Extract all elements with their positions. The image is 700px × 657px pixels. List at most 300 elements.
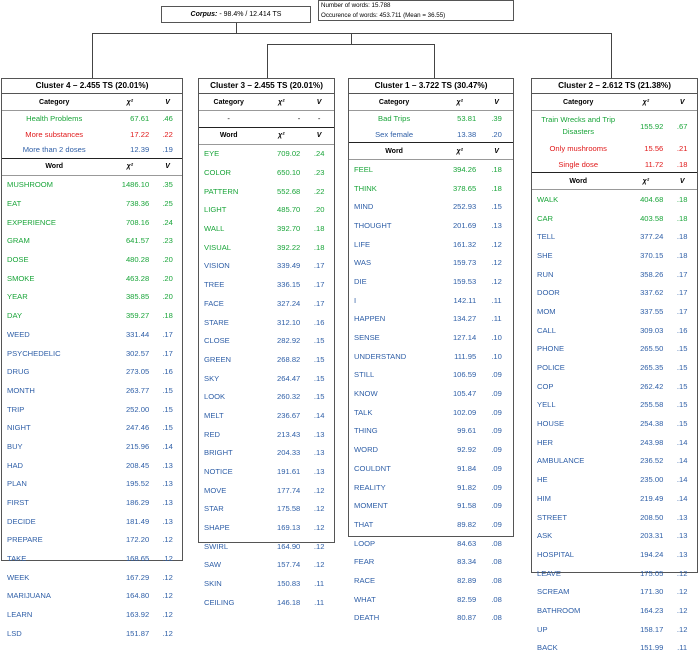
word-chi: 150.83 <box>258 574 304 593</box>
word-v: .17 <box>667 265 697 284</box>
word-row <box>199 182 334 201</box>
word-term: WALK <box>532 190 624 209</box>
word-chi: 337.62 <box>624 283 667 302</box>
word-v: .15 <box>480 197 513 216</box>
word-v: .08 <box>480 609 513 628</box>
word-term: HE <box>532 470 624 489</box>
word-header: Word <box>532 173 624 190</box>
word-term: WORD <box>349 440 439 459</box>
category-header: Category <box>349 94 439 111</box>
word-chi: 650.10 <box>258 163 304 182</box>
corpus-value: - 98.4% / 12.414 TS <box>219 11 281 18</box>
word-chi: 260.32 <box>258 387 304 406</box>
cluster-title: Cluster 3 – 2.455 TS (20.01%) <box>199 79 334 94</box>
word-chi: 213.43 <box>258 425 304 444</box>
v-header: V <box>667 94 697 111</box>
word-v: .13 <box>667 508 697 527</box>
word-v: .25 <box>153 194 182 213</box>
word-row <box>2 362 182 381</box>
word-term: LIFE <box>349 235 439 254</box>
word-term: MELT <box>199 406 258 425</box>
category-header: Category <box>199 94 258 111</box>
word-v: .12 <box>153 605 182 624</box>
word-chi: 312.10 <box>258 313 304 332</box>
cluster-title: Cluster 2 – 2.612 TS (21.38%) <box>532 79 697 94</box>
stats-word-count: Number of words: 15.788 <box>321 1 513 11</box>
word-term: PHONE <box>532 340 624 359</box>
v-header: V <box>480 143 513 160</box>
cluster-1-panel <box>348 78 514 537</box>
word-row <box>199 163 334 182</box>
word-term: WEEK <box>2 568 106 587</box>
word-row <box>349 347 513 366</box>
word-row <box>2 344 182 363</box>
word-term: UNDERSTAND <box>349 347 439 366</box>
word-row <box>532 209 697 228</box>
word-row <box>2 418 182 437</box>
word-term: BACK <box>532 639 624 657</box>
word-v: .11 <box>480 310 513 329</box>
category-v: .46 <box>153 111 182 127</box>
word-chi: 309.03 <box>624 321 667 340</box>
word-term: KNOW <box>349 384 439 403</box>
word-chi: 191.61 <box>258 462 304 481</box>
word-row <box>349 496 513 515</box>
word-row <box>349 478 513 497</box>
cluster-title: Cluster 1 – 3.722 TS (30.47%) <box>349 79 513 94</box>
word-chi: 254.38 <box>624 414 667 433</box>
word-chi: 738.36 <box>106 194 153 213</box>
word-chi: 171.30 <box>624 582 667 601</box>
word-row <box>349 253 513 272</box>
word-chi: 480.28 <box>106 250 153 269</box>
word-v: .08 <box>480 590 513 609</box>
word-v: .15 <box>667 414 697 433</box>
category-row <box>532 141 697 157</box>
word-term: BATHROOM <box>532 601 624 620</box>
word-term: SENSE <box>349 328 439 347</box>
word-chi: 177.74 <box>258 481 304 500</box>
word-chi: 265.35 <box>624 358 667 377</box>
word-term: LEAVE <box>532 564 624 583</box>
cluster-table <box>2 94 182 643</box>
dendrogram-c1-drop <box>434 44 435 78</box>
word-term: LEARN <box>2 605 106 624</box>
word-v: .13 <box>153 493 182 512</box>
word-v: .22 <box>304 182 334 201</box>
chi-header: χ² <box>106 158 153 175</box>
word-v: .17 <box>304 257 334 276</box>
word-term: SCREAM <box>532 582 624 601</box>
word-chi: 215.96 <box>106 437 153 456</box>
word-chi: 282.92 <box>258 331 304 350</box>
word-v: .12 <box>153 549 182 568</box>
word-term: MOVE <box>199 481 258 500</box>
word-row <box>2 194 182 213</box>
category-name: - <box>199 111 258 128</box>
word-term: POLICE <box>532 358 624 377</box>
word-term: MONTH <box>2 381 106 400</box>
word-term: COP <box>532 377 624 396</box>
word-row <box>2 531 182 550</box>
word-row <box>349 609 513 628</box>
word-chi: 163.92 <box>106 605 153 624</box>
word-chi: 331.44 <box>106 325 153 344</box>
word-term: WAS <box>349 253 439 272</box>
word-v: .17 <box>304 294 334 313</box>
word-v: .12 <box>304 518 334 537</box>
word-term: PATTERN <box>199 182 258 201</box>
word-chi: 194.24 <box>624 545 667 564</box>
word-term: HOUSE <box>532 414 624 433</box>
word-term: STREET <box>532 508 624 527</box>
word-row <box>349 459 513 478</box>
word-term: EYE <box>199 144 258 163</box>
word-v: .08 <box>480 534 513 553</box>
word-row <box>532 227 697 246</box>
word-row <box>199 238 334 257</box>
word-row <box>349 160 513 179</box>
category-chi: 11.72 <box>624 157 667 173</box>
word-row <box>349 197 513 216</box>
word-v: .09 <box>480 515 513 534</box>
word-chi: 243.98 <box>624 433 667 452</box>
word-chi: 265.50 <box>624 340 667 359</box>
word-v: .15 <box>153 400 182 419</box>
word-chi: 164.80 <box>106 587 153 606</box>
word-term: MARIJUANA <box>2 587 106 606</box>
word-term: SKIN <box>199 574 258 593</box>
word-chi: 1486.10 <box>106 175 153 194</box>
word-v: .15 <box>304 387 334 406</box>
word-row <box>349 366 513 385</box>
cluster-table <box>532 94 697 657</box>
word-term: HER <box>532 433 624 452</box>
word-row <box>349 515 513 534</box>
dendrogram-mid-bar <box>267 44 434 45</box>
word-chi: 336.15 <box>258 275 304 294</box>
category-name: Train Wrecks and Trip Disasters <box>532 111 624 142</box>
word-row <box>532 470 697 489</box>
word-row <box>2 587 182 606</box>
word-row <box>199 500 334 519</box>
word-row <box>199 387 334 406</box>
word-row <box>199 518 334 537</box>
word-v: .15 <box>304 350 334 369</box>
word-v: .09 <box>480 366 513 385</box>
word-row <box>199 425 334 444</box>
word-chi: 151.99 <box>624 639 667 657</box>
word-v: .15 <box>304 369 334 388</box>
word-v: .12 <box>304 556 334 575</box>
word-chi: 392.22 <box>258 238 304 257</box>
category-row <box>349 127 513 143</box>
word-row <box>2 549 182 568</box>
word-term: TELL <box>532 227 624 246</box>
word-chi: 181.49 <box>106 512 153 531</box>
word-v: .12 <box>480 253 513 272</box>
word-row <box>532 564 697 583</box>
cluster-table <box>349 94 513 627</box>
word-term: BUY <box>2 437 106 456</box>
word-row <box>532 302 697 321</box>
word-term: PSYCHEDELIC <box>2 344 106 363</box>
word-v: .14 <box>153 437 182 456</box>
word-term: SWIRL <box>199 537 258 556</box>
category-v: .18 <box>667 157 697 173</box>
word-term: DECIDE <box>2 512 106 531</box>
word-row <box>199 313 334 332</box>
word-chi: 708.16 <box>106 213 153 232</box>
word-row <box>349 384 513 403</box>
word-row <box>349 310 513 329</box>
category-v: .20 <box>480 127 513 143</box>
word-v: .10 <box>480 347 513 366</box>
word-v: .20 <box>153 250 182 269</box>
word-chi: 142.11 <box>439 291 480 310</box>
dendrogram-mid-stem <box>351 33 352 44</box>
category-header: Category <box>532 94 624 111</box>
word-chi: 339.49 <box>258 257 304 276</box>
word-term: SMOKE <box>2 269 106 288</box>
word-row <box>532 545 697 564</box>
word-v: .15 <box>667 396 697 415</box>
word-v: .18 <box>304 219 334 238</box>
dendrogram-c4-drop <box>92 33 93 78</box>
word-row <box>349 422 513 441</box>
word-chi: 268.82 <box>258 350 304 369</box>
word-chi: 358.26 <box>624 265 667 284</box>
category-v: .39 <box>480 111 513 127</box>
word-v: .12 <box>667 620 697 639</box>
word-row <box>532 414 697 433</box>
word-row <box>199 201 334 220</box>
cluster-3-panel <box>198 78 335 543</box>
word-row <box>349 216 513 235</box>
word-row <box>349 534 513 553</box>
word-v: .14 <box>667 489 697 508</box>
word-row <box>532 283 697 302</box>
word-row <box>532 639 697 657</box>
word-v: .20 <box>304 201 334 220</box>
word-term: RED <box>199 425 258 444</box>
word-v: .13 <box>667 545 697 564</box>
word-v: .11 <box>480 291 513 310</box>
word-v: .12 <box>667 564 697 583</box>
word-v: .15 <box>667 358 697 377</box>
word-row <box>2 475 182 494</box>
word-chi: 203.31 <box>624 526 667 545</box>
word-term: MOM <box>532 302 624 321</box>
word-term: THING <box>349 422 439 441</box>
category-row <box>349 111 513 127</box>
word-term: TRIP <box>2 400 106 419</box>
word-term: NOTICE <box>199 462 258 481</box>
word-row <box>2 213 182 232</box>
category-chi: 15.56 <box>624 141 667 157</box>
category-chi: 155.92 <box>624 111 667 142</box>
word-term: DOSE <box>2 250 106 269</box>
word-term: HIM <box>532 489 624 508</box>
word-chi: 302.57 <box>106 344 153 363</box>
category-row <box>2 127 182 143</box>
word-term: DEATH <box>349 609 439 628</box>
word-chi: 102.09 <box>439 403 480 422</box>
word-row <box>199 593 334 612</box>
word-term: SAW <box>199 556 258 575</box>
word-chi: 236.52 <box>624 452 667 471</box>
word-chi: 159.73 <box>439 253 480 272</box>
word-term: LOOP <box>349 534 439 553</box>
word-chi: 208.50 <box>624 508 667 527</box>
word-v: .24 <box>153 213 182 232</box>
category-chi: 53.81 <box>439 111 480 127</box>
word-chi: 264.47 <box>258 369 304 388</box>
word-v: .14 <box>304 406 334 425</box>
category-row <box>2 142 182 158</box>
word-term: FIRST <box>2 493 106 512</box>
word-chi: 127.14 <box>439 328 480 347</box>
word-chi: 83.34 <box>439 552 480 571</box>
word-row <box>199 444 334 463</box>
word-chi: 709.02 <box>258 144 304 163</box>
word-term: GREEN <box>199 350 258 369</box>
word-term: CLOSE <box>199 331 258 350</box>
category-row <box>532 111 697 142</box>
word-chi: 219.49 <box>624 489 667 508</box>
word-chi: 167.29 <box>106 568 153 587</box>
word-chi: 262.42 <box>624 377 667 396</box>
word-v: .13 <box>667 526 697 545</box>
word-chi: 80.87 <box>439 609 480 628</box>
v-header: V <box>304 94 334 111</box>
word-v: .13 <box>304 462 334 481</box>
word-v: .09 <box>480 496 513 515</box>
word-chi: 385.85 <box>106 288 153 307</box>
word-chi: 201.69 <box>439 216 480 235</box>
word-chi: 159.53 <box>439 272 480 291</box>
category-name: Single dose <box>532 157 624 173</box>
cluster-4-panel <box>1 78 183 561</box>
word-v: .14 <box>667 452 697 471</box>
word-row <box>532 508 697 527</box>
word-row <box>199 350 334 369</box>
word-chi: 337.55 <box>624 302 667 321</box>
word-term: STARE <box>199 313 258 332</box>
word-term: THINK <box>349 179 439 198</box>
word-chi: 247.46 <box>106 418 153 437</box>
word-term: WEED <box>2 325 106 344</box>
word-v: .16 <box>304 313 334 332</box>
word-chi: 208.45 <box>106 456 153 475</box>
word-chi: 485.70 <box>258 201 304 220</box>
word-row <box>349 328 513 347</box>
word-v: .20 <box>153 269 182 288</box>
word-chi: 252.00 <box>106 400 153 419</box>
word-v: .12 <box>304 481 334 500</box>
chi-header: χ² <box>624 173 667 190</box>
word-row <box>349 590 513 609</box>
word-term: HAD <box>2 456 106 475</box>
word-term: NIGHT <box>2 418 106 437</box>
word-term: COULDNT <box>349 459 439 478</box>
word-term: PREPARE <box>2 531 106 550</box>
word-term: DAY <box>2 306 106 325</box>
word-row <box>199 406 334 425</box>
word-term: DIE <box>349 272 439 291</box>
word-row <box>2 288 182 307</box>
word-term: TALK <box>349 403 439 422</box>
word-v: .17 <box>667 283 697 302</box>
word-v: .15 <box>667 377 697 396</box>
word-v: .09 <box>480 384 513 403</box>
word-chi: 99.61 <box>439 422 480 441</box>
word-row <box>199 257 334 276</box>
word-chi: 158.17 <box>624 620 667 639</box>
word-row <box>532 489 697 508</box>
cluster-2-panel <box>531 78 698 573</box>
word-v: .12 <box>153 624 182 643</box>
word-chi: 82.59 <box>439 590 480 609</box>
chi-header: χ² <box>439 143 480 160</box>
word-row <box>349 272 513 291</box>
word-v: .12 <box>304 500 334 519</box>
word-term: RACE <box>349 571 439 590</box>
word-row <box>2 456 182 475</box>
word-term: WHAT <box>349 590 439 609</box>
word-row <box>199 574 334 593</box>
word-row <box>199 462 334 481</box>
word-term: FEAR <box>349 552 439 571</box>
word-v: .12 <box>153 587 182 606</box>
word-row <box>2 381 182 400</box>
word-chi: 403.58 <box>624 209 667 228</box>
word-v: .11 <box>667 639 697 657</box>
word-term: CEILING <box>199 593 258 612</box>
category-name: Bad Trips <box>349 111 439 127</box>
category-v: .22 <box>153 127 182 143</box>
word-row <box>2 250 182 269</box>
word-chi: 111.95 <box>439 347 480 366</box>
word-row <box>2 605 182 624</box>
word-term: VISUAL <box>199 238 258 257</box>
stats-box <box>318 0 514 21</box>
word-v: .18 <box>667 190 697 209</box>
word-v: .11 <box>304 593 334 612</box>
word-header: Word <box>199 127 258 144</box>
v-header: V <box>153 94 182 111</box>
word-v: .14 <box>667 433 697 452</box>
word-row <box>2 325 182 344</box>
word-term: EAT <box>2 194 106 213</box>
word-row <box>199 144 334 163</box>
category-header: Category <box>2 94 106 111</box>
v-header: V <box>667 173 697 190</box>
word-row <box>532 358 697 377</box>
word-row <box>199 556 334 575</box>
word-term: STAR <box>199 500 258 519</box>
word-v: .12 <box>153 568 182 587</box>
word-v: .13 <box>304 444 334 463</box>
word-v: .11 <box>304 574 334 593</box>
word-term: THOUGHT <box>349 216 439 235</box>
word-chi: 161.32 <box>439 235 480 254</box>
word-row <box>349 235 513 254</box>
word-chi: 91.58 <box>439 496 480 515</box>
word-term: UP <box>532 620 624 639</box>
word-v: .09 <box>480 440 513 459</box>
word-chi: 172.20 <box>106 531 153 550</box>
